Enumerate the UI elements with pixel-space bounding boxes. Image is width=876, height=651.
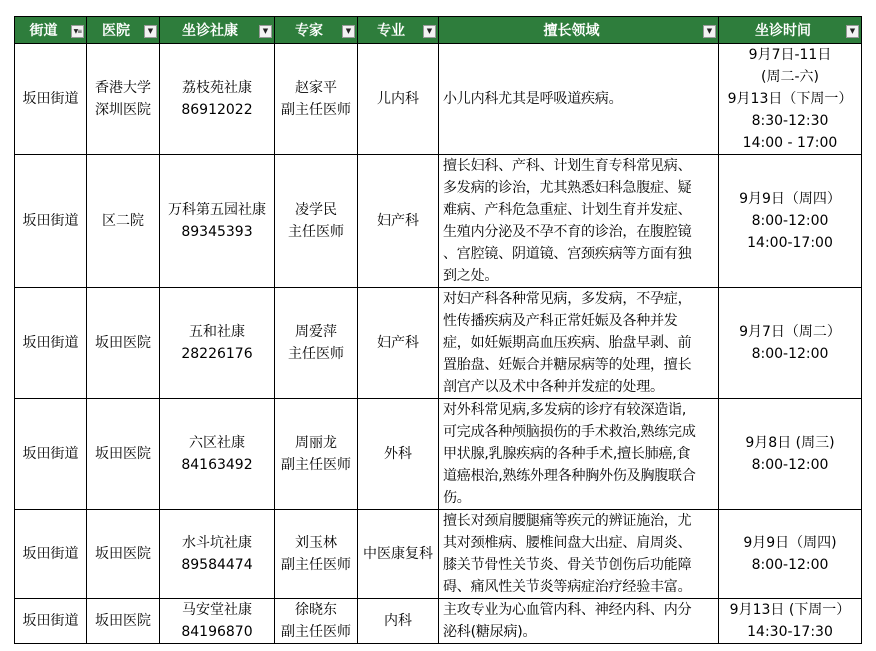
dropdown-arrow-icon[interactable]: ▼ xyxy=(259,25,272,38)
cell-clinic[interactable]: 六区社康 84163492 xyxy=(160,399,275,510)
cell-hospital[interactable]: 香港大学 深圳医院 xyxy=(87,44,160,155)
cell-dept[interactable]: 妇产科 xyxy=(358,155,439,288)
cell-time[interactable]: 9月9日（周四) 8:00-12:00 xyxy=(719,510,862,599)
dropdown-arrow-icon[interactable]: ▼ xyxy=(846,25,859,38)
cell-expert[interactable]: 凌学民 主任医师 xyxy=(275,155,358,288)
cell-hospital[interactable]: 区二院 xyxy=(87,155,160,288)
dropdown-arrow-icon[interactable]: ▼ xyxy=(342,25,355,38)
cell-expert[interactable]: 周丽龙 副主任医师 xyxy=(275,399,358,510)
table-row xyxy=(15,599,862,644)
cell-clinic[interactable]: 荔枝苑社康 86912022 xyxy=(160,44,275,155)
cell-specialty[interactable]: 擅长妇科、产科、计划生育专科常见病、 多发病的诊治，尤其熟悉妇科急腹症、疑 难病、产科危急重症、计划生育并发症、 生殖内分泌及不孕不育的诊治，在腹腔镜 、宫腔镜、阴道镜、宫颈疾病等方面有独 到之处。 xyxy=(439,155,719,288)
cell-expert[interactable]: 周爱萍 主任医师 xyxy=(275,288,358,399)
cell-dept[interactable]: 妇产科 xyxy=(358,288,439,399)
table-row xyxy=(15,44,862,155)
cell-dept[interactable]: 中医康复科 xyxy=(358,510,439,599)
header-specialty: 擅长领域 ▼ xyxy=(439,17,719,44)
cell-time[interactable]: 9月7日-11日 (周二-六) 9月13日（下周一） 8:30-12:30 14:00 - 17:00 xyxy=(719,44,862,155)
dropdown-arrow-icon[interactable]: ▼ xyxy=(423,25,436,38)
cell-street[interactable]: 坂田街道 xyxy=(15,399,87,510)
cell-time[interactable]: 9月9日（周四） 8:00-12:00 14:00-17:00 xyxy=(719,155,862,288)
header-expert: 专家 ▼ xyxy=(275,17,358,44)
cell-street[interactable]: 坂田街道 xyxy=(15,44,87,155)
header-street: 街道 ▼≡ xyxy=(15,17,87,44)
header-time: 坐诊时间 ▼ xyxy=(719,17,862,44)
cell-hospital[interactable]: 坂田医院 xyxy=(87,288,160,399)
dropdown-arrow-icon[interactable]: ▼ xyxy=(144,25,157,38)
cell-specialty[interactable]: 小儿内科尤其是呼吸道疾病。 xyxy=(439,44,719,155)
table-row xyxy=(15,399,862,510)
dropdown-arrow-icon[interactable]: ▼ xyxy=(703,25,716,38)
cell-clinic[interactable]: 水斗坑社康 89584474 xyxy=(160,510,275,599)
cell-street[interactable]: 坂田街道 xyxy=(15,155,87,288)
table-row xyxy=(15,510,862,599)
cell-expert[interactable]: 赵家平 副主任医师 xyxy=(275,44,358,155)
table-row xyxy=(15,155,862,288)
cell-hospital[interactable]: 坂田医院 xyxy=(87,510,160,599)
cell-dept[interactable]: 内科 xyxy=(358,599,439,644)
cell-specialty[interactable]: 主攻专业为心血管内科、神经内科、内分 泌科(糖尿病)。 xyxy=(439,599,719,644)
cell-clinic[interactable]: 五和社康 28226176 xyxy=(160,288,275,399)
cell-clinic[interactable]: 万科第五园社康 89345393 xyxy=(160,155,275,288)
header-clinic: 坐诊社康 ▼ xyxy=(160,17,275,44)
cell-dept[interactable]: 儿内科 xyxy=(358,44,439,155)
cell-hospital[interactable]: 坂田医院 xyxy=(87,399,160,510)
cell-clinic[interactable]: 马安堂社康 84196870 xyxy=(160,599,275,644)
cell-time[interactable]: 9月13日 (下周一） 14:30-17:30 xyxy=(719,599,862,644)
cell-expert[interactable]: 徐晓东 副主任医师 xyxy=(275,599,358,644)
cell-dept[interactable]: 外科 xyxy=(358,399,439,510)
header-dept: 专业 ▼ xyxy=(358,17,439,44)
cell-specialty[interactable]: 擅长对颈肩腰腿痛等疾元的辨证施治，尤 其对颈椎病、腰椎间盘大出症、肩周炎、 膝关节骨性关节炎、骨关节创伤后功能障 碍、痛风性关节炎等病症治疗经验丰富。 xyxy=(439,510,719,599)
cell-hospital[interactable]: 坂田医院 xyxy=(87,599,160,644)
cell-expert[interactable]: 刘玉林 副主任医师 xyxy=(275,510,358,599)
cell-street[interactable]: 坂田街道 xyxy=(15,288,87,399)
cell-street[interactable]: 坂田街道 xyxy=(15,599,87,644)
cell-time[interactable]: 9月8日 (周三) 8:00-12:00 xyxy=(719,399,862,510)
schedule-table xyxy=(14,16,862,644)
header-row xyxy=(15,17,862,44)
cell-specialty[interactable]: 对妇产科各种常见病，多发病，不孕症， 性传播疾病及产科正常妊娠及各种并发 症，如妊娠期高血压疾病、胎盘早剥、前 置胎盘、妊娠合并糖尿病等的处理，擅长 剖宫产以及术中各种并发症的处理。 xyxy=(439,288,719,399)
cell-time[interactable]: 9月7日（周二） 8:00-12:00 xyxy=(719,288,862,399)
cell-street[interactable]: 坂田街道 xyxy=(15,510,87,599)
table-row xyxy=(15,288,862,399)
filter-funnel-icon[interactable]: ▼≡ xyxy=(71,25,84,38)
cell-specialty[interactable]: 对外科常见病,多发病的诊疗有较深造诣, 可完成各种颅脑损伤的手术救治,熟练完成 甲状腺,乳腺疾病的各种手术,擅长肺癌,食 道癌根治,熟练外理各种胸外伤及胸腹联合 伤。 xyxy=(439,399,719,510)
header-hospital: 医院 ▼ xyxy=(87,17,160,44)
